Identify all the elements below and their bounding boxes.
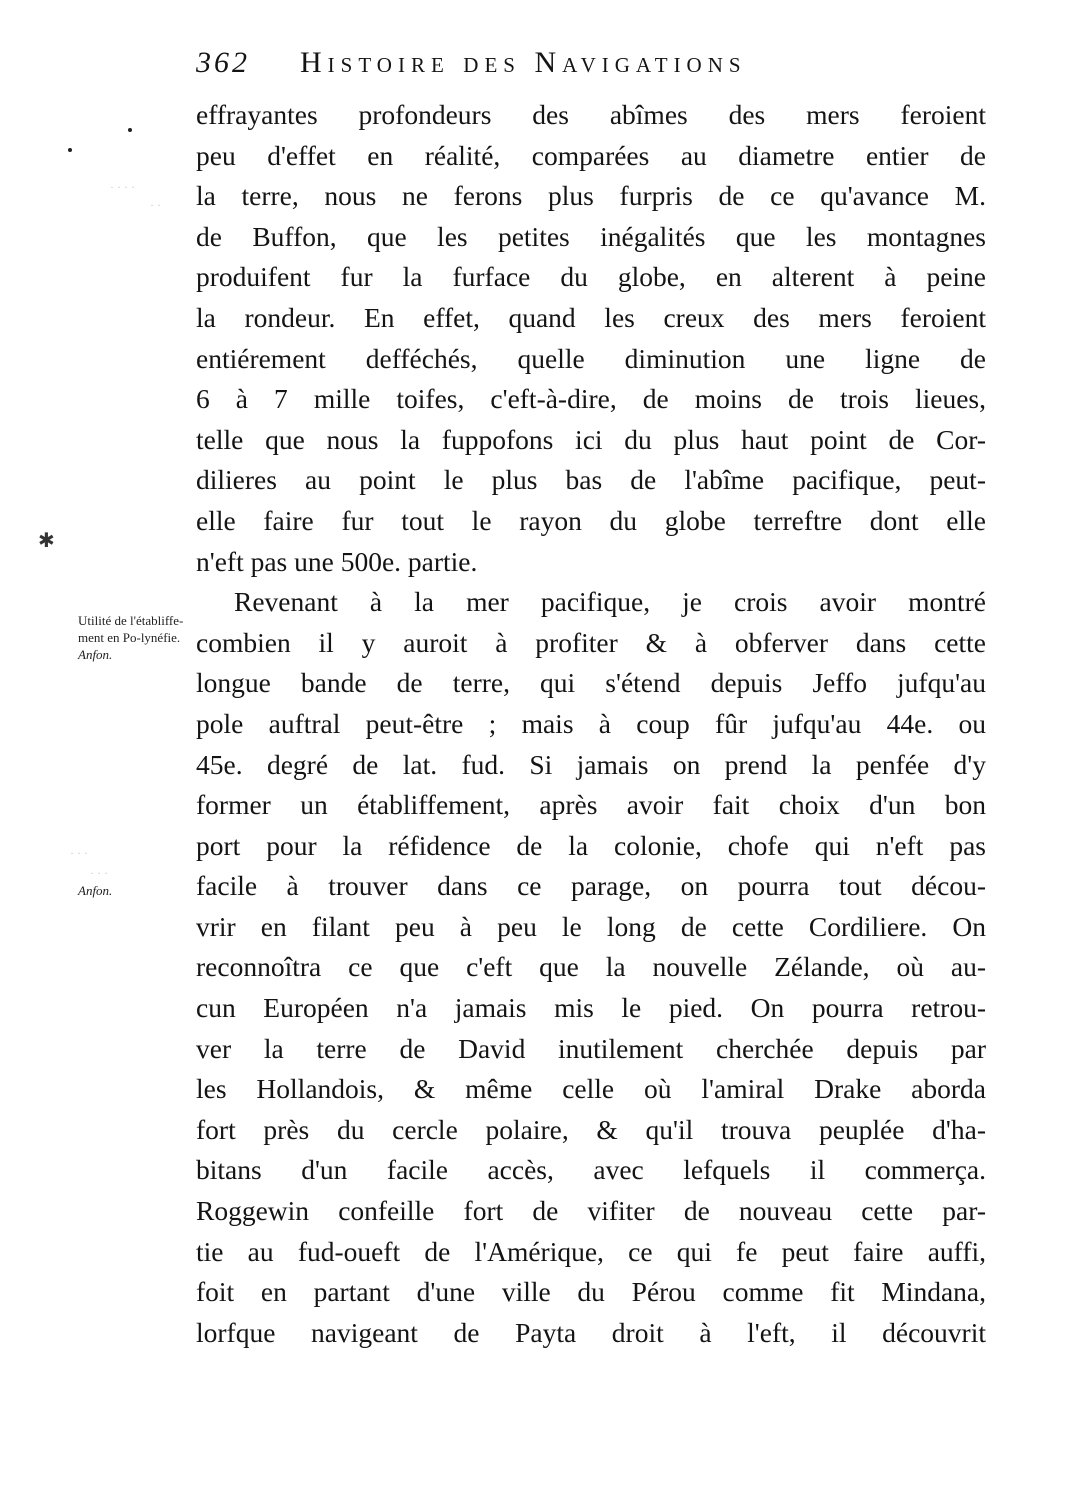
text-line: peu d'effet en réalité, comparées au diametre entier de: [196, 139, 986, 171]
running-title: Histoire des Navigations: [300, 46, 747, 79]
text-line: la rondeur. En effet, quand les creux des mers feroient: [196, 301, 986, 333]
text-line: lorfque navigeant de Payta droit à l'eft, il découvrit: [196, 1316, 986, 1348]
bleed-through-text: · · ·: [70, 846, 88, 860]
text-line: pole auftral peut-être ; mais à coup fûr jufqu'au 44e. ou: [196, 707, 986, 739]
margin-note-source-2: [78, 882, 186, 899]
ink-blot-mark: ✱: [38, 530, 55, 552]
text-line: facile à trouver dans ce parage, on pourra tout décou-: [196, 870, 986, 902]
text-line: entiérement defféchés, quelle diminution une ligne de: [196, 342, 986, 374]
bleed-through-text: · ·: [150, 198, 161, 212]
page-number: 362: [196, 46, 250, 79]
text-line: bitans d'un facile accès, avec lefquels il commerça.: [196, 1154, 986, 1186]
margin-note-source: Anfon.: [78, 647, 113, 662]
text-line: foit en partant d'une ville du Pérou comme fit Mindana,: [196, 1276, 986, 1308]
text-line: reconnoîtra ce que c'eft que la nouvelle Zélande, où au-: [196, 951, 986, 983]
text-line: cun Européen n'a jamais mis le pied. On pourra retrou-: [196, 992, 986, 1024]
text-line: 6 à 7 mille toifes, c'eft-à-dire, de moins de trois lieues,: [196, 383, 986, 415]
text-line: tie au fud-oueft de l'Amérique, ce qui fe peut faire auffi,: [196, 1235, 986, 1267]
text-line: les Hollandois, & même celle où l'amiral Drake aborda: [196, 1073, 986, 1105]
text-line: Roggewin confeille fort de vifiter de nouveau cette par-: [196, 1195, 986, 1227]
running-header: [196, 46, 976, 86]
text-line: dilieres au point le plus bas de l'abîme pacifique, peut-: [196, 464, 986, 496]
body-text: [196, 95, 986, 1353]
ink-speck: [128, 128, 132, 132]
margin-note-text: Utilité de l'établiffe-ment en Po-lynéfie.: [78, 613, 184, 645]
text-line: la terre, nous ne ferons plus furpris de ce qu'avance M.: [196, 180, 986, 212]
text-line: effrayantes profondeurs des abîmes des mers feroient: [196, 99, 986, 130]
margin-note-utility: [78, 612, 186, 663]
text-line: telle que nous la fuppofons ici du plus haut point de Cor-: [196, 423, 986, 455]
margin-note-source: Anfon.: [78, 883, 113, 898]
text-line: longue bande de terre, qui s'étend depuis Jeffo jufqu'au: [196, 667, 986, 699]
text-line: port pour la réfidence de la colonie, chofe qui n'eft pas: [196, 829, 986, 861]
text-line: n'eft pas une 500e. partie.: [196, 545, 478, 577]
text-line: de Buffon, que les petites inégalités que les montagnes: [196, 220, 986, 252]
text-line: 45e. degré de lat. fud. Si jamais on prend la penfée d'y: [196, 748, 986, 780]
bleed-through-text: · · · ·: [110, 180, 135, 194]
ink-speck: [68, 148, 72, 152]
text-line: combien il y auroit à profiter & à obferver dans cette: [196, 626, 986, 658]
text-line: fort près du cercle polaire, & qu'il trouva peuplée d'ha-: [196, 1113, 986, 1145]
text-line: vrir en filant peu à peu le long de cette Cordiliere. On: [196, 910, 986, 942]
text-line: Revenant à la mer pacifique, je crois avoir montré: [234, 586, 986, 618]
text-line: produifent fur la furface du globe, en alterent à peine: [196, 261, 986, 293]
text-line: elle faire fur tout le rayon du globe terreftre dont elle: [196, 504, 986, 536]
text-line: former un établiffement, après avoir fait choix d'un bon: [196, 789, 986, 821]
bleed-through-text: · · ·: [90, 866, 108, 880]
text-line: ver la terre de David inutilement cherchée depuis par: [196, 1032, 986, 1064]
